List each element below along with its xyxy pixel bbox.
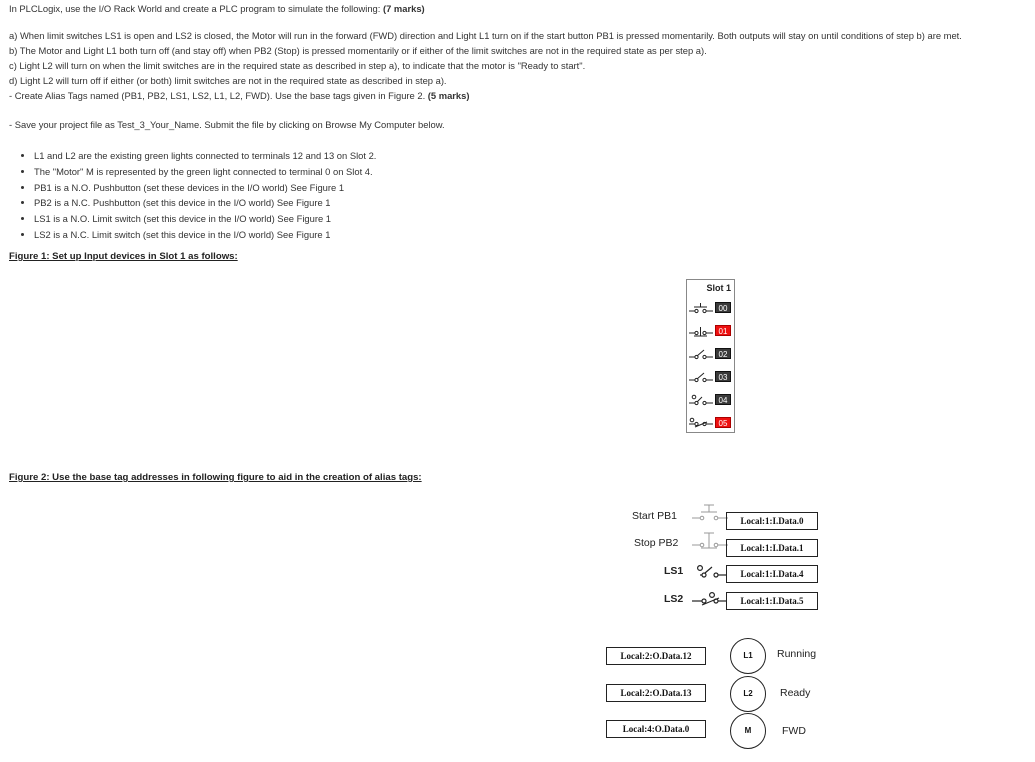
input-label-ls2: LS2 — [664, 593, 684, 605]
output-desc-running: Running — [777, 648, 817, 660]
nc-pushbutton-icon — [689, 325, 713, 337]
figure1-caption: Figure 1: Set up Input devices in Slot 1 as follows: — [9, 251, 238, 262]
slot-point-03[interactable] — [715, 371, 731, 382]
slot-point-01[interactable] — [715, 325, 731, 336]
input-label-pb2: Stop PB2 — [634, 537, 679, 549]
toggle-switch-icon — [689, 371, 713, 383]
point-label: 00 — [718, 304, 728, 313]
slot-title: Slot 1 — [706, 283, 731, 293]
no-pushbutton-icon — [692, 503, 728, 523]
list-item: • PB1 is a N.O. Pushbutton (set these devices in the I/O world) See Figure 1 — [34, 180, 376, 196]
no-pushbutton-icon — [689, 302, 713, 314]
motor-icon: M — [730, 713, 766, 749]
point-label: 03 — [718, 373, 728, 382]
slot-row-01 — [689, 324, 733, 338]
intro-marks: (7 marks) — [382, 3, 425, 14]
list-item: • PB2 is a N.C. Pushbutton (set this device in the I/O world) See Figure 1 — [34, 195, 376, 211]
input-label-pb1: Start PB1 — [632, 510, 677, 522]
intro-line — [9, 3, 425, 14]
slot-point-05[interactable] — [715, 417, 731, 428]
no-limit-switch-icon — [692, 563, 726, 581]
point-label: 01 — [718, 327, 728, 336]
step-b: b) The Motor and Light L1 both turn off (and stay off) when PB2 (Stop) is pressed momentarily or if either of the limit switches are not in the required state as per step a). — [9, 45, 707, 56]
toggle-switch-icon — [689, 348, 713, 360]
intro-text: In PLCLogix, use the I/O Rack World and create a PLC program to simulate the following: — [9, 3, 383, 14]
light-l2-icon: L2 — [730, 676, 766, 712]
requirements-list — [20, 148, 376, 243]
nc-limit-switch-icon — [689, 417, 713, 429]
slot1-panel — [686, 279, 735, 433]
input-label-ls1: LS1 — [664, 565, 684, 577]
address-box-ls2: Local:1:I.Data.5 — [726, 592, 818, 610]
slot-point-00[interactable] — [715, 302, 731, 313]
point-label: 05 — [718, 419, 728, 428]
slot-row-02 — [689, 347, 733, 361]
address-box-pb1: Local:1:I.Data.0 — [726, 512, 818, 530]
alias-marks: (5 marks) — [427, 90, 470, 101]
list-item: • The "Motor" M is represented by the green light connected to terminal 0 on Slot 4. — [34, 164, 376, 180]
slot-point-04[interactable] — [715, 394, 731, 405]
alias-text: - Create Alias Tags named (PB1, PB2, LS1, LS2, L1, L2, FWD). Use the base tags given in Figure 2. — [9, 90, 428, 101]
address-box-pb2: Local:1:I.Data.1 — [726, 539, 818, 557]
slot-row-03 — [689, 370, 733, 384]
point-label: 04 — [718, 396, 728, 405]
output-desc-ready: Ready — [780, 687, 811, 699]
slot-point-02[interactable] — [715, 348, 731, 359]
point-label: 02 — [718, 350, 728, 359]
nc-limit-switch-icon — [692, 591, 726, 609]
step-d: d) Light L2 will turn off if either (or both) limit switches are not in the required state as described in step a). — [9, 75, 447, 86]
slot-row-00 — [689, 301, 733, 315]
slot-row-04 — [689, 393, 733, 407]
step-a: a) When limit switches LS1 is open and LS2 is closed, the Motor will run in the forward (FWD) direction and Light L1 turn on if the start button PB1 is pressed momentarily. Both outputs will stay on until conditions of step b) are met. — [9, 30, 962, 41]
list-item: • L1 and L2 are the existing green lights connected to terminals 12 and 13 on Slot 2. — [34, 148, 376, 164]
list-item: • LS1 is a N.O. Limit switch (set this device in the I/O world) See Figure 1 — [34, 211, 376, 227]
save-instruction: - Save your project file as Test_3_Your_Name. Submit the file by clicking on Browse My Computer below. — [9, 119, 445, 130]
nc-pushbutton-icon — [692, 530, 728, 550]
step-c: c) Light L2 will turn on when the limit switches are in the required state as described in step a), to indicate that the motor is "Ready to start". — [9, 60, 586, 71]
alias-line — [9, 90, 470, 101]
figure2-caption: Figure 2: Use the base tag addresses in following figure to aid in the creation of alias tags: — [9, 472, 422, 483]
slot-row-05 — [689, 416, 733, 430]
output-desc-fwd: FWD — [782, 725, 806, 737]
list-item: • LS2 is a N.C. Limit switch (set this device in the I/O world) See Figure 1 — [34, 227, 376, 243]
address-box-l1: Local:2:O.Data.12 — [606, 647, 706, 665]
no-limit-switch-icon — [689, 394, 713, 406]
address-box-motor: Local:4:O.Data.0 — [606, 720, 706, 738]
address-box-l2: Local:2:O.Data.13 — [606, 684, 706, 702]
address-box-ls1: Local:1:I.Data.4 — [726, 565, 818, 583]
light-l1-icon: L1 — [730, 638, 766, 674]
